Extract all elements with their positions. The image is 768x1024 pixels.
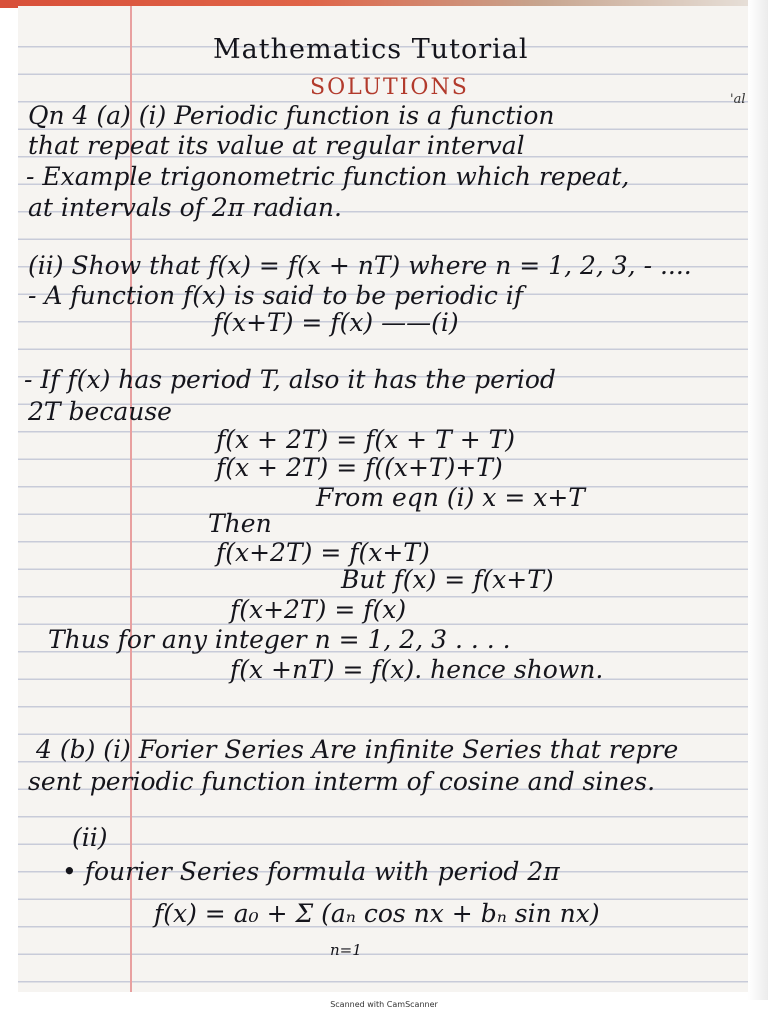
equation-line: f(x+2T) = f(x+T): [216, 538, 430, 567]
text-line: sent periodic function interm of cosine and sines.: [28, 767, 656, 796]
text-line: - If f(x) has period T, also it has the period: [24, 365, 556, 394]
equation-line: But f(x) = f(x+T): [341, 565, 554, 594]
equation-line: f(x + 2T) = f((x+T)+T): [216, 453, 503, 482]
text-line: Qn 4 (a) (i) Periodic function is a function: [28, 101, 555, 130]
margin-note: 'al: [730, 92, 746, 107]
notebook-page: [18, 6, 748, 992]
text-line: (ii) Show that f(x) = f(x + nT) where n = 1, 2, 3, - ....: [28, 251, 692, 280]
text-line: at intervals of 2π radian.: [28, 193, 342, 222]
equation-line: f(x+T) = f(x) ——(i): [213, 308, 459, 337]
page-title: Mathematics Tutorial: [213, 34, 529, 65]
text-line: 2T because: [28, 397, 172, 426]
scanner-watermark: Scanned with CamScanner: [330, 1000, 438, 1009]
equation-line: f(x+2T) = f(x): [230, 595, 407, 624]
formula-subscript: n=1: [330, 941, 362, 959]
text-line: Then: [208, 509, 272, 538]
text-line: 4 (b) (i) Forier Series Are infinite Series that repre: [36, 735, 679, 764]
text-line: - A function f(x) is said to be periodic if: [28, 281, 524, 310]
text-line: (ii): [72, 823, 108, 852]
text-line: • fourier Series formula with period 2π: [62, 857, 560, 886]
text-line: Thus for any integer n = 1, 2, 3 . . . .: [48, 625, 511, 654]
text-line: that repeat its value at regular interval: [28, 131, 525, 160]
text-line: - Example trigonometric function which repeat,: [26, 162, 630, 191]
page-subtitle: SOLUTIONS: [310, 75, 469, 100]
equation-line: f(x + 2T) = f(x + T + T): [216, 425, 516, 454]
right-edge-shadow: [748, 0, 768, 1000]
formula-line: f(x) = a₀ + Σ (aₙ cos nx + bₙ sin nx): [154, 899, 600, 928]
equation-line: From eqn (i) x = x+T: [316, 483, 585, 512]
equation-line: f(x +nT) = f(x). hence shown.: [230, 655, 604, 684]
